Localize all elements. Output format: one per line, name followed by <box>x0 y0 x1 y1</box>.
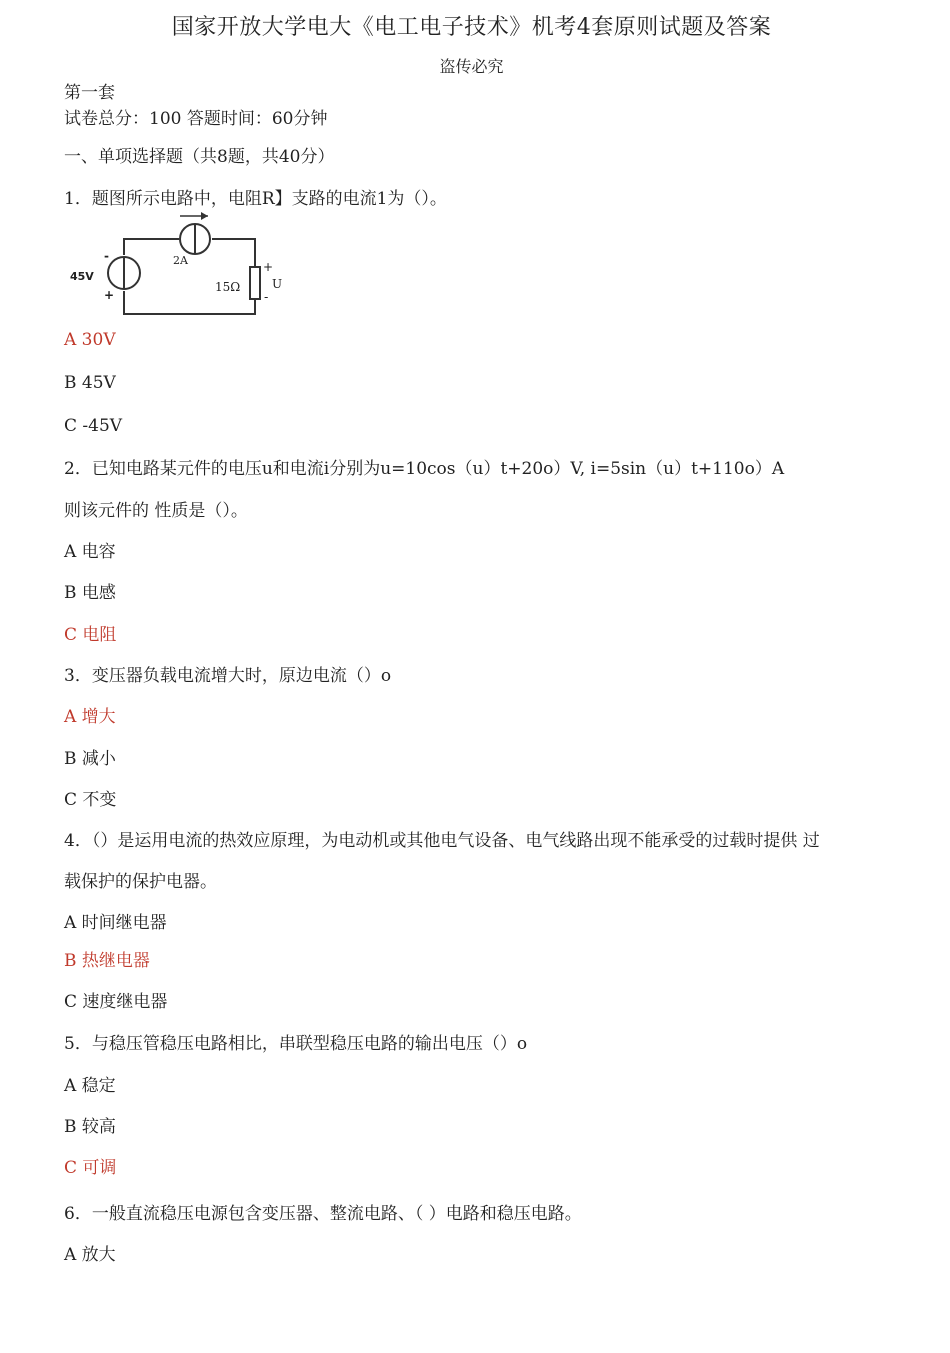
q4-option-a: A 时间继电器 <box>64 913 167 933</box>
q1-option-a: A 30V <box>64 330 116 350</box>
q2-option-b: B 电感 <box>64 583 116 603</box>
output-voltage-label: U <box>272 277 283 291</box>
question-1-stem: 1．题图所示电路中，电阻R】支路的电流1为（）。 <box>64 189 447 209</box>
page-subtitle: 盗传必究 <box>439 57 504 76</box>
wire-top-right <box>212 239 255 267</box>
resistor-value-label: 15Ω <box>215 280 241 294</box>
q5-option-a: A 稳定 <box>64 1076 116 1096</box>
question-4-stem-line1: 4．（）是运用电流的热效应原理，为电动机或其他电气设备、电气线路出现不能承受的过载时提供 过 <box>64 831 820 851</box>
section-heading: 一、单项选择题（共8题，共40分） <box>64 147 335 167</box>
q4-option-c: C 速度继电器 <box>64 992 168 1012</box>
question-6-stem: 6．一般直流稳压电源包含变压器、整流电路、（ ）电路和稳压电路。 <box>64 1204 582 1224</box>
wire-left-top <box>124 239 179 255</box>
circuit-diagram <box>64 208 294 320</box>
q1-option-c: C -45V <box>64 416 123 436</box>
current-source-label: 2A <box>173 254 188 267</box>
q2-option-c: C 电阻 <box>64 625 117 645</box>
resistor-symbol <box>250 267 260 299</box>
wire-right-bottom <box>124 291 255 314</box>
question-3-stem: 3．变压器负载电流增大时，原边电流（）o <box>64 666 392 686</box>
source-plus-label: + <box>104 288 115 302</box>
page-title: 国家开放大学电大《电工电子技术》机考4套原则试题及答案 <box>171 15 772 40</box>
q3-option-c: C 不变 <box>64 790 117 810</box>
question-5-stem: 5．与稳压管稳压电路相比，串联型稳压电路的输出电压（）o <box>64 1034 528 1054</box>
question-2-stem-line2: 则该元件的 性质是（）。 <box>64 501 248 521</box>
q3-option-b: B 减小 <box>64 749 116 769</box>
exam-set-label: 第一套 <box>64 83 115 103</box>
output-plus-label: + <box>263 260 274 274</box>
q2-option-a: A 电容 <box>64 542 116 562</box>
output-minus-label: - <box>264 290 269 304</box>
exam-meta: 试卷总分：100 答题时间：60分钟 <box>64 109 328 129</box>
question-4-stem-line2: 载保护的保护电器。 <box>64 872 217 892</box>
source-minus-label: - <box>104 249 109 263</box>
question-2-stem-line1: 2．已知电路某元件的电压u和电流i分别为u=10cos（u）t+20o）V, i=5sin（u）t+110o）A <box>64 459 785 479</box>
source-voltage-label: 45V <box>70 270 94 283</box>
q1-option-b: B 45V <box>64 373 116 393</box>
q6-option-a: A 放大 <box>64 1245 116 1265</box>
q5-option-c: C 可调 <box>64 1158 117 1178</box>
q5-option-b: B 较高 <box>64 1117 116 1137</box>
current-arrow-head <box>201 212 208 220</box>
q3-option-a: A 增大 <box>64 707 116 727</box>
q4-option-b: B 热继电器 <box>64 951 150 971</box>
